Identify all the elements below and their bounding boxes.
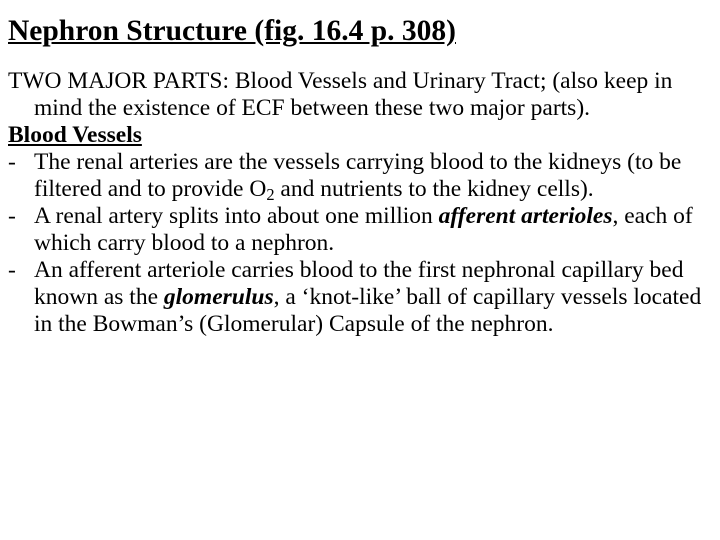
bullet-item — [8, 203, 714, 257]
emphasized-term: afferent arterioles — [438, 203, 613, 229]
bullet-marker: - — [8, 257, 16, 283]
bullet-text: The renal arteries are the vessels carrying blood to the kidneys (to be filtered and to provide O — [34, 149, 682, 202]
bullet-text: , a ‘knot-like’ ball of capillary vessels located in the Bowman’s (Glomerular) Capsule of the nephron. — [34, 284, 702, 337]
bullet-item — [8, 257, 714, 338]
bullet-text: An afferent arteriole carries blood to the first nephronal capillary bed known as the — [34, 257, 684, 310]
slide-body — [8, 68, 714, 338]
subscript: 2 — [266, 185, 275, 205]
bullet-text: , each of which carry blood to a nephron. — [34, 203, 693, 256]
bullet-item — [8, 149, 714, 203]
bullet-marker: - — [8, 203, 16, 229]
bullet-marker: - — [8, 149, 16, 175]
emphasized-term: glomerulus — [163, 284, 274, 310]
slide — [8, 0, 714, 338]
section-heading: Blood Vessels — [8, 122, 142, 148]
slide-title: Nephron Structure (fig. 16.4 p. 308) — [8, 15, 456, 47]
intro-paragraph: TWO MAJOR PARTS: Blood Vessels and Urinary Tract; (also keep in mind the existence of ECF between these two major parts). — [8, 68, 673, 121]
bullet-text: and nutrients to the kidney cells). — [274, 176, 594, 202]
bullet-text: A renal artery splits into about one million — [34, 203, 439, 229]
